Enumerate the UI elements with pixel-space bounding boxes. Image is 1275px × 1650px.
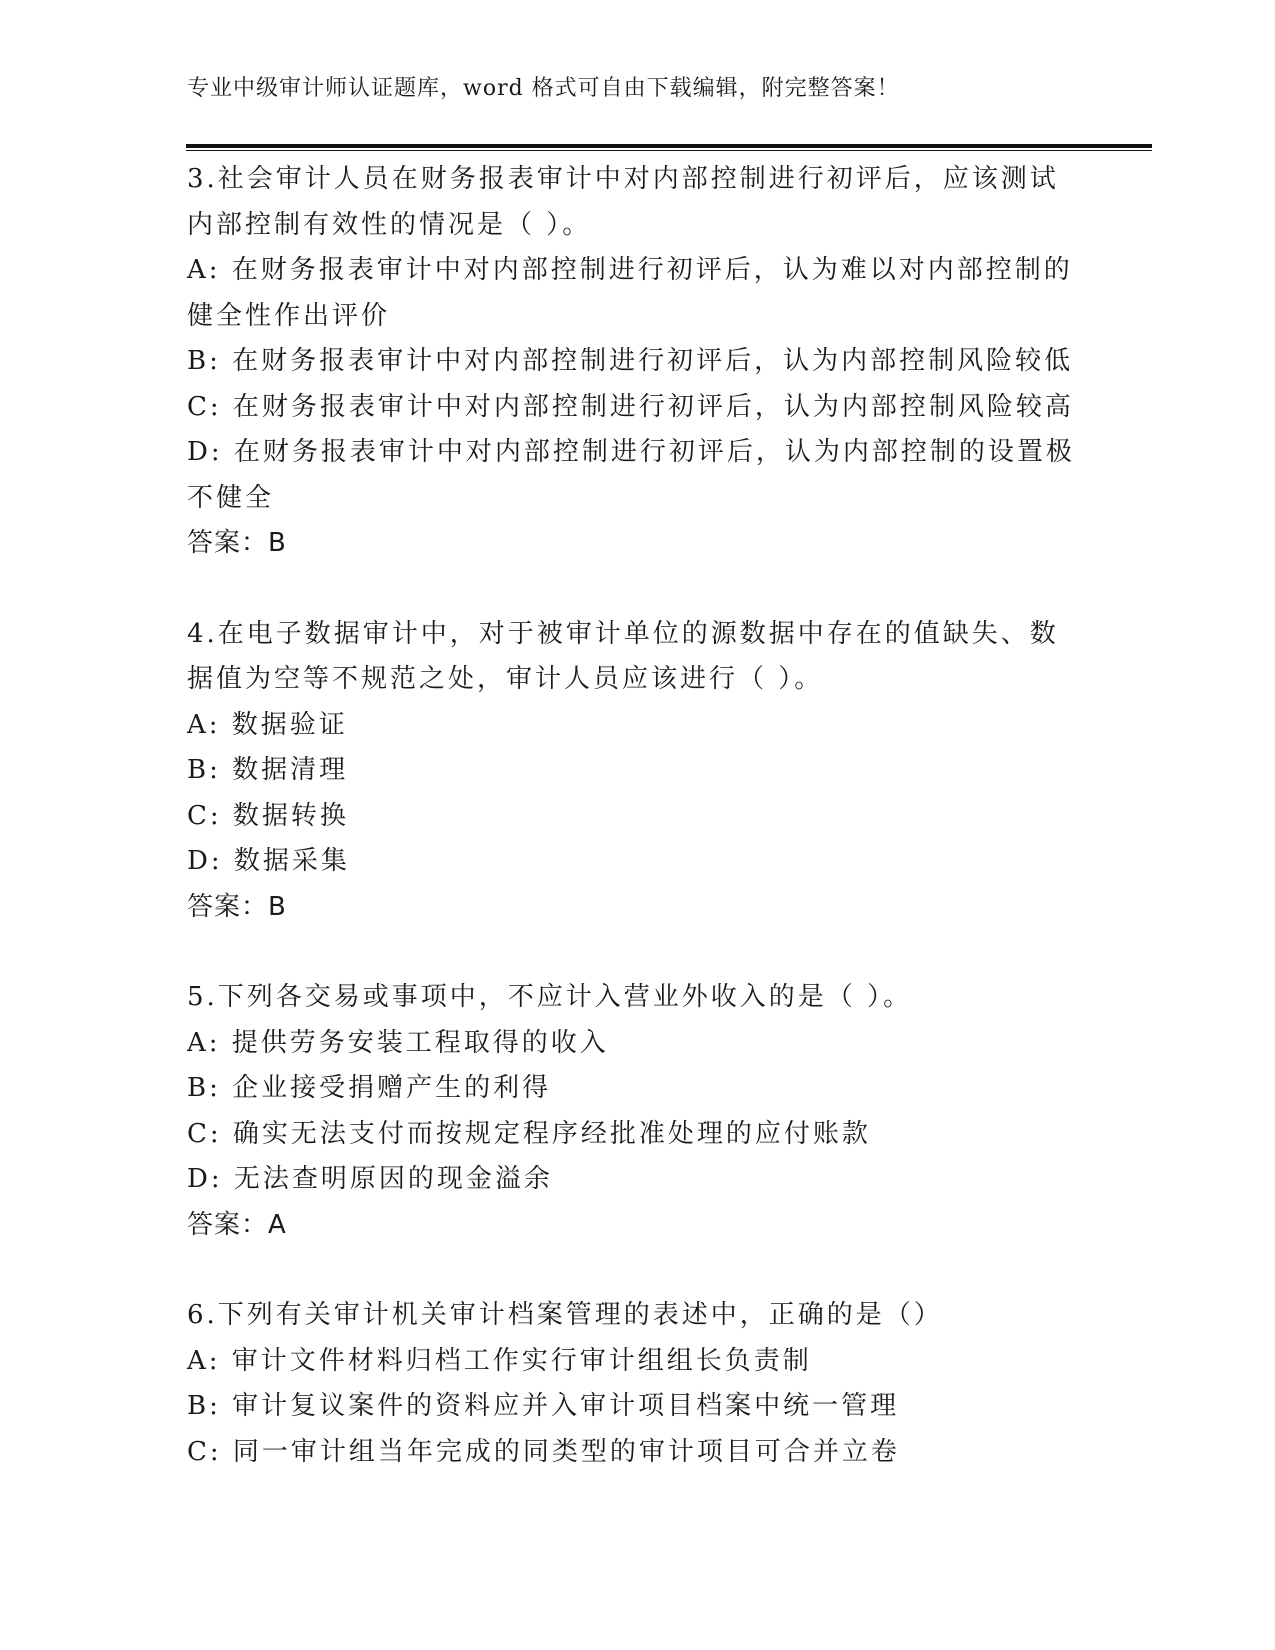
option-c: C: 确实无法支付而按规定程序经批准处理的应付账款: [187, 1118, 871, 1149]
question-stem-line: 5.下列各交易或事项中，不应计入营业外收入的是（ ）。: [187, 982, 913, 1012]
option-d: D: 无法查明原因的现金溢余: [187, 1164, 553, 1194]
question-6: [187, 1293, 1087, 1475]
option-a: A: 审计文件材料归档工作实行审计组组长负责制: [187, 1345, 812, 1376]
header-rule-thick: [186, 144, 1152, 148]
option-c: C: 在财务报表审计中对内部控制进行初评后，认为内部控制风险较高: [187, 391, 1074, 422]
option-b: B: 数据清理: [187, 755, 349, 785]
option-a-continued: 健全性作出评价: [187, 300, 391, 331]
question-4: [187, 612, 1087, 931]
option-a: A: 提供劳务安装工程取得的收入: [187, 1027, 609, 1058]
question-stem-line: 6.下列有关审计机关审计档案管理的表述中，正确的是（）: [187, 1300, 943, 1330]
option-b: B: 审计复议案件的资料应并入审计项目档案中统一管理: [187, 1391, 900, 1421]
answer-label: 答案：B: [187, 528, 287, 558]
option-a: A: 数据验证: [187, 709, 348, 740]
option-c: C: 数据转换: [187, 800, 349, 831]
question-5: [187, 975, 1087, 1248]
question-stem-line: 3.社会审计人员在财务报表审计中对内部控制进行初评后，应该测试: [187, 164, 1059, 194]
question-list: [187, 157, 1087, 1475]
question-stem-line: 4.在电子数据审计中，对于被审计单位的源数据中存在的值缺失、数: [187, 618, 1059, 649]
option-a: A: 在财务报表审计中对内部控制进行初评后，认为难以对内部控制的: [187, 255, 1073, 285]
question-3: [187, 157, 1087, 567]
option-d: D: 在财务报表审计中对内部控制进行初评后，认为内部控制的设置极: [187, 437, 1075, 467]
option-b: B: 企业接受捐赠产生的利得: [187, 1073, 552, 1103]
option-b: B: 在财务报表审计中对内部控制进行初评后，认为内部控制风险较低: [187, 346, 1074, 376]
answer-label: 答案：A: [187, 1209, 287, 1240]
header-note: 专业中级审计师认证题库，word 格式可自由下载编辑，附完整答案！: [187, 76, 900, 101]
answer-label: 答案：B: [187, 891, 287, 922]
option-c: C: 同一审计组当年完成的同类型的审计项目可合并立卷: [187, 1436, 900, 1467]
question-stem-line: 内部控制有效性的情况是（ ）。: [187, 209, 592, 240]
header-rule-thin: [186, 150, 1152, 151]
option-d-continued: 不健全: [187, 482, 275, 513]
question-stem-line: 据值为空等不规范之处，审计人员应该进行（ ）。: [187, 664, 824, 694]
option-d: D: 数据采集: [187, 846, 350, 876]
